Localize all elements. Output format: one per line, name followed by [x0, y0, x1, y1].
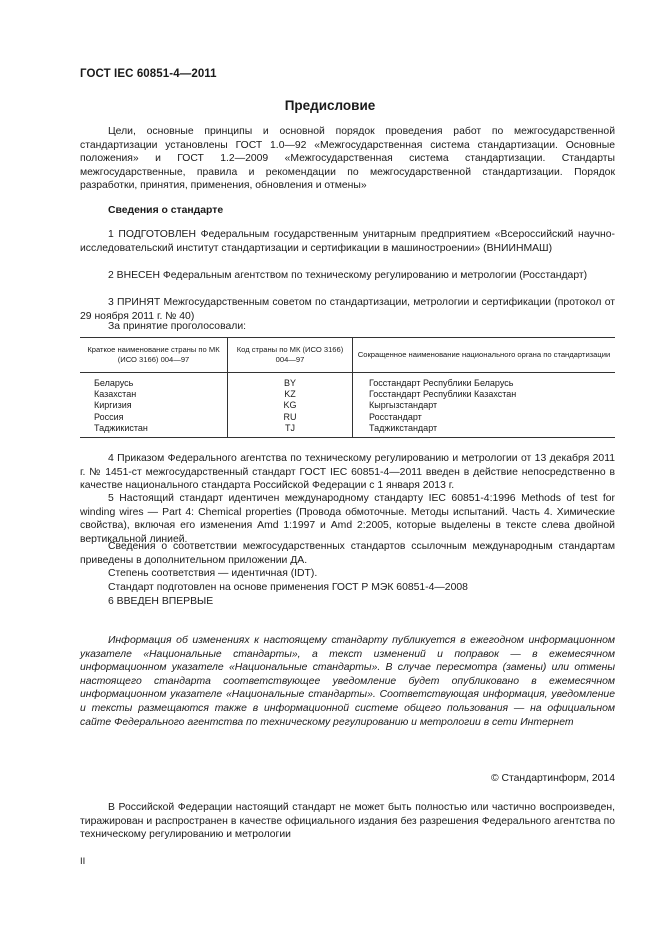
column-header-body: Сокращенное наименование национального органа по стандартизации — [353, 338, 616, 373]
item-2: 2 ВНЕСЕН Федеральным агентством по техническому регулированию и метрологии (Росстандарт) — [108, 270, 588, 281]
item-5-comparison: Сведения о соответствии межгосударственных стандартов ссылочным международным стандартам приведены в дополнительном приложении ДА. — [80, 541, 615, 566]
voted-label: За принятие проголосовали: — [108, 321, 247, 332]
table-cell-body: Госстандарт Республики Казахстан — [353, 389, 616, 400]
table-row — [80, 389, 615, 400]
copyright: © Стандартинформ, 2014 — [490, 773, 615, 784]
item-5-basis: Стандарт подготовлен на основе применения ГОСТ Р МЭК 60851-4—2008 — [108, 582, 468, 593]
table-cell-code: TJ — [228, 423, 353, 438]
intro-paragraph: Цели, основные принципы и основной порядок проведения работ по межгосударственной стандартизации установлены ГОСТ 1.0—92 «Межгосударственная система стандартизации. Основные положения» и ГОСТ 1.2—2009 «Межгосударственная система стандартизации. Стандарты межгосударственные, правила и рекомендации по межгосударственной стандартизации. Порядок разработки, принятия, применения, обновления и отмены» — [80, 126, 615, 192]
section-subtitle: Сведения о стандарте — [108, 205, 224, 216]
table-row — [80, 412, 615, 423]
rights-paragraph: В Российской Федерации настоящий стандарт не может быть полностью или частично воспроизведен, тиражирован и распространен в качестве официального издания без разрешения Федерального агентства по техническому регулированию и метрологии — [80, 802, 615, 841]
table-cell-body: Таджикстандарт — [353, 423, 616, 438]
table-cell-code: KG — [228, 400, 353, 411]
table-cell-code: RU — [228, 412, 353, 423]
item-5: 5 Настоящий стандарт идентичен международному стандарту IEC 60851-4:1996 Methods of test for winding wires — Part 4: Chemical properties (Провода обмоточные. Методы испытаний. Часть 4. Химические свойства), включая его изменения Amd 1:1997 и Amd 2:2005, которые выделены в тексте слева двойной вертикальной линией. — [80, 493, 615, 545]
table-cell-body: Росстандарт — [353, 412, 616, 423]
column-header-code: Код страны по МК (ИСО 3166) 004—97 — [228, 338, 353, 373]
table-cell-country: Россия — [94, 411, 124, 422]
page-title: Предисловие — [284, 98, 376, 113]
table-cell-country: Беларусь — [94, 378, 134, 388]
column-header-country: Краткое наименование страны по МК (ИСО 3166) 004—97 — [80, 338, 228, 373]
table-header-row — [80, 338, 615, 373]
table-row — [80, 400, 615, 411]
table-cell-body: Кыргызстандарт — [353, 400, 616, 411]
item-1: 1 ПОДГОТОВЛЕН Федеральным государственным унитарным предприятием «Всероссийский научно-исследовательский институт стандартизации и сертификации в машиностроении» (ВНИИНМАШ) — [80, 229, 615, 254]
table-row — [80, 373, 615, 390]
table-row — [80, 423, 615, 438]
table-cell-code: KZ — [228, 389, 353, 400]
table-cell-country: Киргизия — [94, 400, 132, 411]
item-6: 6 ВВЕДЕН ВПЕРВЫЕ — [108, 596, 214, 607]
table-cell-body: Госстандарт Республики Беларусь — [353, 373, 616, 390]
changes-info-paragraph: Информация об изменениях к настоящему стандарту публикуется в ежегодном информационном указателе «Национальные стандарты», а текст изменений и поправок — в ежемесячном информационном указателе «Национальные стандарты». В случае пересмотра (замены) или отмены настоящего стандарта соответствующее уведомление будет опубликовано в ежемесячном информационном указателе «Национальные стандарты». Соответствующая информация, уведомление и тексты размещаются также в информационной системе общего пользования — на официальном сайте Федерального агентства по техническому регулированию и метрологии в сети Интернет — [80, 635, 615, 728]
item-3: 3 ПРИНЯТ Межгосударственным советом по стандартизации, метрологии и сертификации (протокол от 29 ноября 2011 г. № 40) — [80, 297, 615, 322]
item-4: 4 Приказом Федерального агентства по техническому регулированию и метрологии от 13 декабря 2011 г. № 1451-ст межгосударственный стандарт ГОСТ IEC 60851-4—2011 введен в действие непосредственно в качестве национального стандарта Российской Федерации с 1 января 2013 г. — [80, 453, 615, 492]
item-5-degree: Степень соответствия — идентичная (IDT). — [108, 568, 318, 579]
table-cell-country: Казахстан — [94, 389, 137, 400]
page-number: II — [80, 856, 86, 867]
table-cell-code: BY — [228, 373, 353, 390]
document-header: ГОСТ IEC 60851-4—2011 — [80, 68, 217, 80]
countries-table — [80, 337, 615, 438]
table-cell-country: Таджикистан — [94, 422, 148, 433]
